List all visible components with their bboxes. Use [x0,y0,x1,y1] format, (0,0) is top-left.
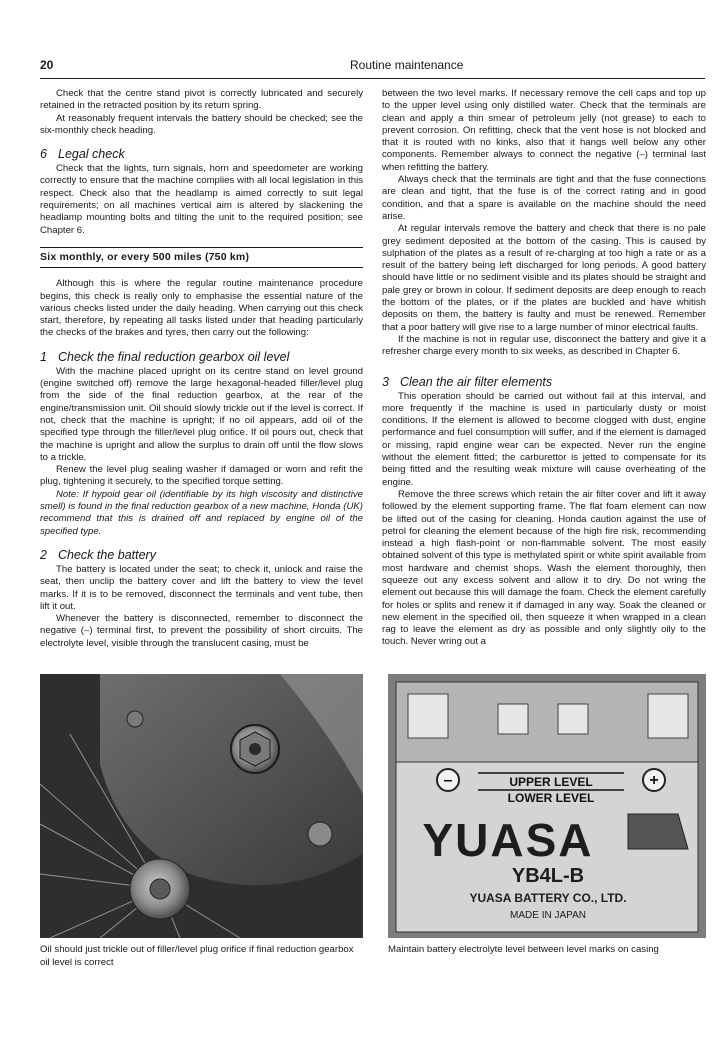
heading-number: 6 [40,147,47,162]
paragraph: At regular intervals remove the battery and check that there is no pale grey sediment deposited at the bottom of the casing. This is caused by sulphation of the plates as a result of re-charging at too high a rate or as a result of the battery being left discharged for long periods. A good battery should have little or no sediment visible and its plates should be straight and pale grey or brown in colour. If sediment deposits are deep enough to reach the bottom of the plates, or if the plates are buckled and have whitish deposits on them, the battery is faulty and must be renewed. Remember that a poor battery will give rise to a large number of minor electrical faults. [382,223,706,333]
honda-wing-logo [628,814,688,849]
battery-model: YB4L-B [511,865,585,887]
note-paragraph: Note: If hypoid gear oil (identifiable by its high viscosity and distinctive smell) is found in the final reduction gearbox of a new machine, Honda (UK) recommend that this is drained off and replaced by engine oil of the specified type. [40,488,363,537]
paragraph: The battery is located under the seat; to check it, unlock and raise the seat, then unclip the battery cover and lift the battery to view the level marks. If it is to be removed, disconnect the terminals and vent tube, then lift it out. [40,563,363,612]
paragraph: Check that the lights, turn signals, horn and speedometer are working correctly to ensure that the machine complies with all local legislation in this respect. Check also that the headlamp is aimed correctly to suit legal requirements; on all machines vertical aim is altered by slackening the headlamp mounting bolts and tilting the unit to the required position; see Chapter 6. [40,163,363,236]
axle-nut [150,879,170,899]
positive-terminal-sign: + [649,772,659,789]
battery-maker: YUASA BATTERY CO., LTD. [469,891,627,905]
gearbox-photo [40,674,363,938]
battery-origin: MADE IN JAPAN [510,910,586,921]
heading-number: 3 [382,374,389,389]
figure-caption-right: Maintain battery electrolyte level between level marks on casing [388,944,659,955]
heading-title: Check the battery [58,547,156,562]
upper-level-label: UPPER LEVEL [509,775,593,789]
running-title: Routine maintenance [350,58,464,72]
right-text-column [382,88,706,649]
heading-air-filter [382,375,706,389]
section-heading: Six monthly, or every 500 miles (750 km) [40,247,363,268]
battery-illustration [388,674,706,938]
battery-brand: YUASA [422,814,594,866]
heading-title: Clean the air filter elements [400,374,553,389]
heading-legal-check [40,147,363,161]
paragraph: With the machine placed upright on its centre stand on level ground (engine switched off) remove the large hexagonal-headed filler/level plug from the side of the final reduction gearbox, at the rear of the engine/transmission unit. Oil should slowly trickle out if the level is correct. If not, check that the machine is upright; if no oil appears, add oil of the specified type through the filler/level plug orifice. If oil pours out, check that the machine is upright and allow the surplus to drain off until the flow slows to a trickle. [40,365,363,463]
paragraph: between the two level marks. If necessary remove the cell caps and top up to the upper level using only distilled water. Check that the terminals are clean and apply a thin smear of petroleum jelly (not grease) to each to prevent corrosion. On refitting, check that the vent hose is not blocked and that it is routed with no kinks, also that it hangs well below any other components. Remember always to connect the negative (–) terminal last when refitting the battery. [382,88,706,173]
paragraph: Whenever the battery is disconnected, remember to disconnect the negative (–) terminal first, to prevent the possibility of short circuits. The electrolyte level, visible through the translucent casing, must be [40,613,363,649]
paragraph: Check that the centre stand pivot is correctly lubricated and securely retained in the retracted position by its return spring. [40,88,363,112]
battery-photo [388,674,706,938]
paragraph: Always check that the terminals are tight and that the fuse connections are clean and tight, that the fuse is of the correct rating and in good condition, and that a spare is available on the machine should the need arise. [382,174,706,222]
heading-number: 1 [40,349,47,364]
heading-number: 2 [40,547,47,562]
paragraph: Remove the three screws which retain the air filter cover and lift it away followed by the element supporting frame. The flat foam element can now be lifted out of the casing for cleaning. Honda caution against the use of petrol for cleaning the element because of the high fire risk, recommending instead a high flash-point or non-flammable solvent. The most easily obtained solvent of this type is methylated spirit or white spirit available from most hardware and chemist shops. Wash the element thoroughly, then squeeze out any excess solvent and allow it to dry. Do not wring the element out because this will damage the foam. Check the element carefully for holes or splits and renew it if damaged in any way. Soak the cleaned or new element in the specified oil, then squeeze it when wrapped in a clean rag to leave the element as dry as possible and only slightly oily to the touch. Never wring out a [382,488,706,648]
paragraph: At reasonably frequent intervals the battery should be checked; see the six-monthly check heading. [40,112,363,136]
plug-centre [249,743,261,755]
negative-terminal-sign: – [443,772,453,789]
page-header [40,56,705,79]
casing-bolt [308,822,332,846]
paragraph: Although this is where the regular routine maintenance procedure begins, this check is really only to emphasise the essential nature of the various checks listed under the daily heading. When carrying out this check start, therefore, by repeating all tasks listed under that heading particularly the checks of the brakes and tyres, then carry out the following: [40,278,363,339]
page-number: 20 [40,58,54,72]
heading-gearbox-oil [40,350,363,364]
casing-bolt [127,711,143,727]
heading-title: Check the final reduction gearbox oil level [58,349,290,364]
heading-battery [40,548,363,562]
gearbox-illustration [40,674,363,938]
figure-caption-left: Oil should just trickle out of filler/level plug orifice if final reduction gearbox oil level is correct [40,944,354,968]
paragraph: This operation should be carried out without fail at this interval, and more frequently if the machine is used in particularly dusty or moist conditions. If the element is allowed to become clogged with dust, engine performance and fuel consumption will suffer, and if the element is damaged or missing, rapid engine wear can be expected. Never run the engine without the element fitted; the carburettor is jetted to compensate for its being fitted and the resulting weak mixture will cause overheating of the engine. [382,390,706,488]
heading-title: Legal check [58,147,125,162]
paragraph: Renew the level plug sealing washer if damaged or worn and refit the plug, tightening it securely, to the specified torque setting. [40,464,363,488]
left-text-column [40,88,363,650]
lower-level-label: LOWER LEVEL [507,791,595,805]
paragraph: If the machine is not in regular use, disconnect the battery and give it a refresher charge every month to six weeks, as described in Chapter 6. [382,333,706,358]
